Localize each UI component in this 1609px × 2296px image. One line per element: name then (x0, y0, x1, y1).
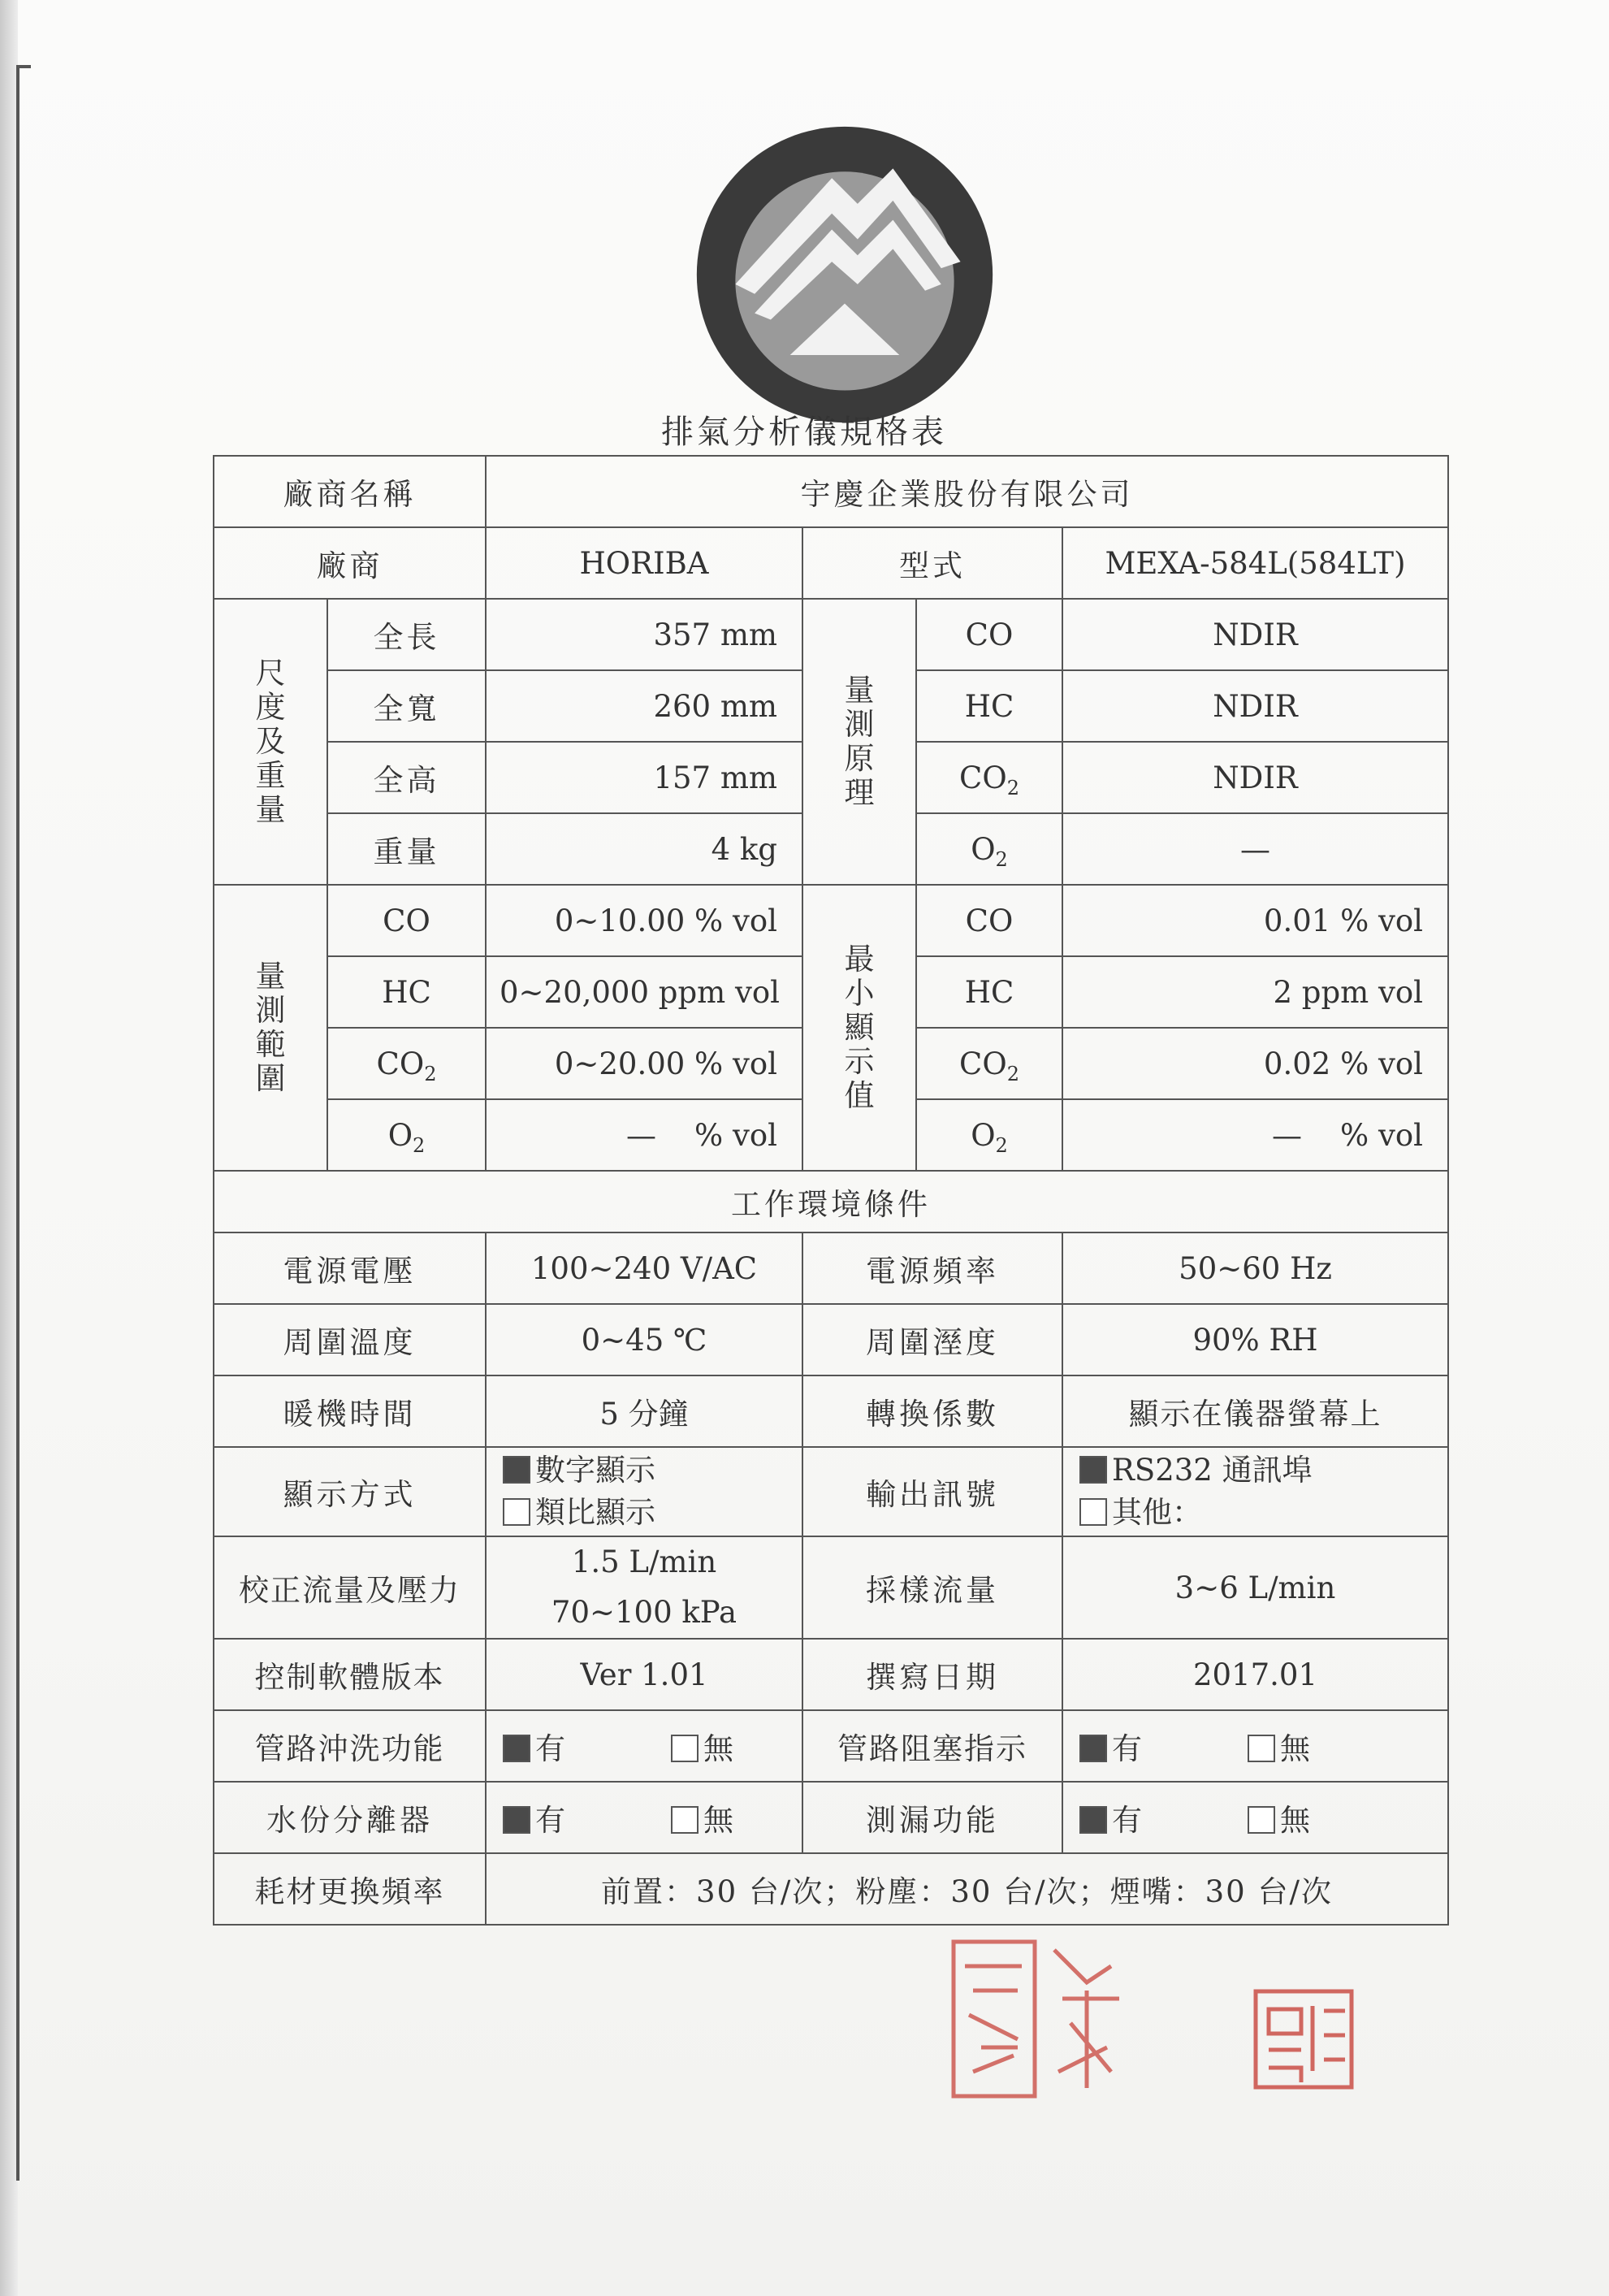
output-signal-label: 輸出訊號 (802, 1447, 1062, 1536)
gas-subscript: 2 (424, 1062, 437, 1085)
gas-subscript: 2 (995, 847, 1008, 871)
signature-stamp (949, 1934, 1135, 2104)
display-mode-options (486, 1447, 802, 1536)
checkbox-empty-icon (671, 1735, 699, 1762)
gas-name: CO (959, 1046, 1007, 1081)
purge-label: 管路沖洗功能 (214, 1710, 486, 1782)
output-option-rs232 (1079, 1449, 1434, 1492)
checkbox-empty-icon (1248, 1735, 1275, 1762)
gas-subscript: 2 (1006, 1062, 1019, 1085)
option-yes: 有 (1112, 1803, 1142, 1838)
ambient-temp-label: 周圍溫度 (214, 1304, 486, 1375)
manufacturer-name-value: 宇慶企業股份有限公司 (486, 456, 1448, 527)
ambient-humidity-label: 周圍溼度 (802, 1304, 1062, 1375)
model-value: MEXA-584L(584LT) (1062, 527, 1448, 599)
row-ambient (214, 1304, 1448, 1375)
min-value: 0.01 % vol (1062, 885, 1448, 956)
range-group-text: 量 測 範 圍 (255, 959, 286, 1096)
display-option-analog (503, 1492, 789, 1534)
dimensions-group-text: 尺 度 及 重 量 (255, 656, 286, 827)
row-range-1 (214, 885, 1448, 956)
consumables-value: 前置：30 台/次；粉塵：30 台/次；煙嘴：30 台/次 (486, 1853, 1448, 1925)
principle-group-text: 量 測 原 理 (844, 673, 875, 810)
principle-value: NDIR (1062, 599, 1448, 670)
row-software (214, 1639, 1448, 1710)
sampling-flow-value: 3~6 L/min (1062, 1536, 1448, 1639)
min-display-group-text: 最 小 顯 示 值 (844, 942, 875, 1113)
principle-gas: CO (916, 599, 1062, 670)
env-section-title: 工作環境條件 (214, 1171, 1448, 1232)
dim-label: 全高 (327, 742, 486, 813)
checkbox-checked-icon (503, 1735, 530, 1762)
calibration-flow: 1.5 L/min (571, 1544, 717, 1579)
consumables-label: 耗材更換頻率 (214, 1853, 486, 1925)
output-option-label: RS232 通訊埠 (1112, 1453, 1313, 1488)
min-gas: CO (916, 885, 1062, 956)
row-consumables (214, 1853, 1448, 1925)
output-signal-options (1062, 1447, 1448, 1536)
warmup-value: 5 分鐘 (486, 1375, 802, 1447)
water-sep-options (486, 1782, 802, 1853)
gas-name: O (387, 1117, 413, 1153)
conversion-value: 顯示在儀器螢幕上 (1062, 1375, 1448, 1447)
ambient-humidity-value: 90% RH (1062, 1304, 1448, 1375)
range-value: 0~20,000 ppm vol (486, 956, 802, 1028)
page-edge-mark (16, 65, 31, 2181)
maker-label: 廠商 (214, 527, 486, 599)
range-gas (327, 1028, 486, 1099)
row-power (214, 1232, 1448, 1304)
calibration-pressure: 70~100 kPa (551, 1595, 737, 1630)
checkbox-checked-icon (1079, 1806, 1107, 1834)
row-manufacturer-name (214, 456, 1448, 527)
option-no: 無 (1280, 1803, 1310, 1838)
spec-table (213, 455, 1449, 1926)
dim-value: 357 mm (486, 599, 802, 670)
min-gas (916, 1028, 1062, 1099)
principle-gas: HC (916, 670, 1062, 742)
purge-options (486, 1710, 802, 1782)
option-yes: 有 (535, 1803, 565, 1838)
range-value: 0~20.00 % vol (486, 1028, 802, 1099)
checkbox-empty-icon (503, 1498, 530, 1526)
maker-value: HORIBA (486, 527, 802, 599)
range-gas: HC (327, 956, 486, 1028)
calibration-value (486, 1536, 802, 1639)
page-edge-shadow (0, 0, 18, 2296)
model-label: 型式 (802, 527, 1062, 599)
min-gas: HC (916, 956, 1062, 1028)
principle-value: NDIR (1062, 742, 1448, 813)
clog-options (1062, 1710, 1448, 1782)
ambient-temp-value: 0~45 ℃ (486, 1304, 802, 1375)
option-no: 無 (703, 1731, 733, 1766)
dim-label: 全長 (327, 599, 486, 670)
range-value: 0~10.00 % vol (486, 885, 802, 956)
display-option-label: 數字顯示 (535, 1453, 655, 1488)
water-sep-label: 水份分離器 (214, 1782, 486, 1853)
display-option-digital (503, 1449, 789, 1492)
range-gas: CO (327, 885, 486, 956)
software-value: Ver 1.01 (486, 1639, 802, 1710)
output-option-label: 其他： (1112, 1495, 1202, 1530)
row-display-output (214, 1447, 1448, 1536)
gas-subscript: 2 (1006, 776, 1019, 799)
row-water-leak (214, 1782, 1448, 1853)
output-option-other (1079, 1492, 1434, 1534)
row-maker-model (214, 527, 1448, 599)
gas-subscript: 2 (995, 1133, 1008, 1157)
power-voltage-value: 100~240 V/AC (486, 1232, 802, 1304)
leak-test-options (1062, 1782, 1448, 1853)
option-no: 無 (1280, 1731, 1310, 1766)
gas-name: O (971, 1117, 996, 1153)
gas-name: CO (376, 1046, 425, 1081)
principle-gas (916, 742, 1062, 813)
row-env-title (214, 1171, 1448, 1232)
principle-value: — (1062, 813, 1448, 885)
option-yes: 有 (535, 1731, 565, 1766)
option-yes: 有 (1112, 1731, 1142, 1766)
row-dim-1 (214, 599, 1448, 670)
dimensions-group-label (214, 599, 327, 885)
min-value: 0.02 % vol (1062, 1028, 1448, 1099)
row-warmup (214, 1375, 1448, 1447)
company-seal-stamp (1251, 1986, 1356, 2092)
sampling-flow-label: 採樣流量 (802, 1536, 1062, 1639)
dim-value: 260 mm (486, 670, 802, 742)
min-value: 2 ppm vol (1062, 956, 1448, 1028)
checkbox-empty-icon (1248, 1806, 1275, 1834)
conversion-label: 轉換係數 (802, 1375, 1062, 1447)
principle-gas (916, 813, 1062, 885)
dim-value: 4 kg (486, 813, 802, 885)
option-no: 無 (703, 1803, 733, 1838)
gas-name: CO (959, 760, 1007, 795)
calibration-label: 校正流量及壓力 (214, 1536, 486, 1639)
leak-test-label: 測漏功能 (802, 1782, 1062, 1853)
dim-label: 全寬 (327, 670, 486, 742)
document-title: 排氣分析儀規格表 (661, 414, 947, 451)
checkbox-empty-icon (1079, 1498, 1107, 1526)
gas-subscript: 2 (413, 1133, 426, 1157)
warmup-label: 暖機時間 (214, 1375, 486, 1447)
range-gas (327, 1099, 486, 1171)
dim-value: 157 mm (486, 742, 802, 813)
clog-label: 管路阻塞指示 (802, 1710, 1062, 1782)
checkbox-empty-icon (671, 1806, 699, 1834)
range-value: — % vol (486, 1099, 802, 1171)
checkbox-checked-icon (503, 1456, 530, 1484)
display-mode-label: 顯示方式 (214, 1447, 486, 1536)
principle-group-label (802, 599, 916, 885)
min-display-group-label (802, 885, 916, 1171)
power-freq-value: 50~60 Hz (1062, 1232, 1448, 1304)
software-label: 控制軟體版本 (214, 1639, 486, 1710)
written-date-label: 撰寫日期 (802, 1639, 1062, 1710)
display-option-label: 類比顯示 (535, 1495, 655, 1530)
dim-label: 重量 (327, 813, 486, 885)
power-voltage-label: 電源電壓 (214, 1232, 486, 1304)
principle-value: NDIR (1062, 670, 1448, 742)
checkbox-checked-icon (503, 1806, 530, 1834)
range-group-label (214, 885, 327, 1171)
min-gas (916, 1099, 1062, 1171)
company-logo (684, 114, 1006, 435)
written-date-value: 2017.01 (1062, 1639, 1448, 1710)
gas-name: O (971, 831, 996, 867)
checkbox-checked-icon (1079, 1735, 1107, 1762)
power-freq-label: 電源頻率 (802, 1232, 1062, 1304)
checkbox-checked-icon (1079, 1456, 1107, 1484)
min-value: — % vol (1062, 1099, 1448, 1171)
row-purge-clog (214, 1710, 1448, 1782)
row-calibration (214, 1536, 1448, 1639)
manufacturer-name-label: 廠商名稱 (214, 456, 486, 527)
